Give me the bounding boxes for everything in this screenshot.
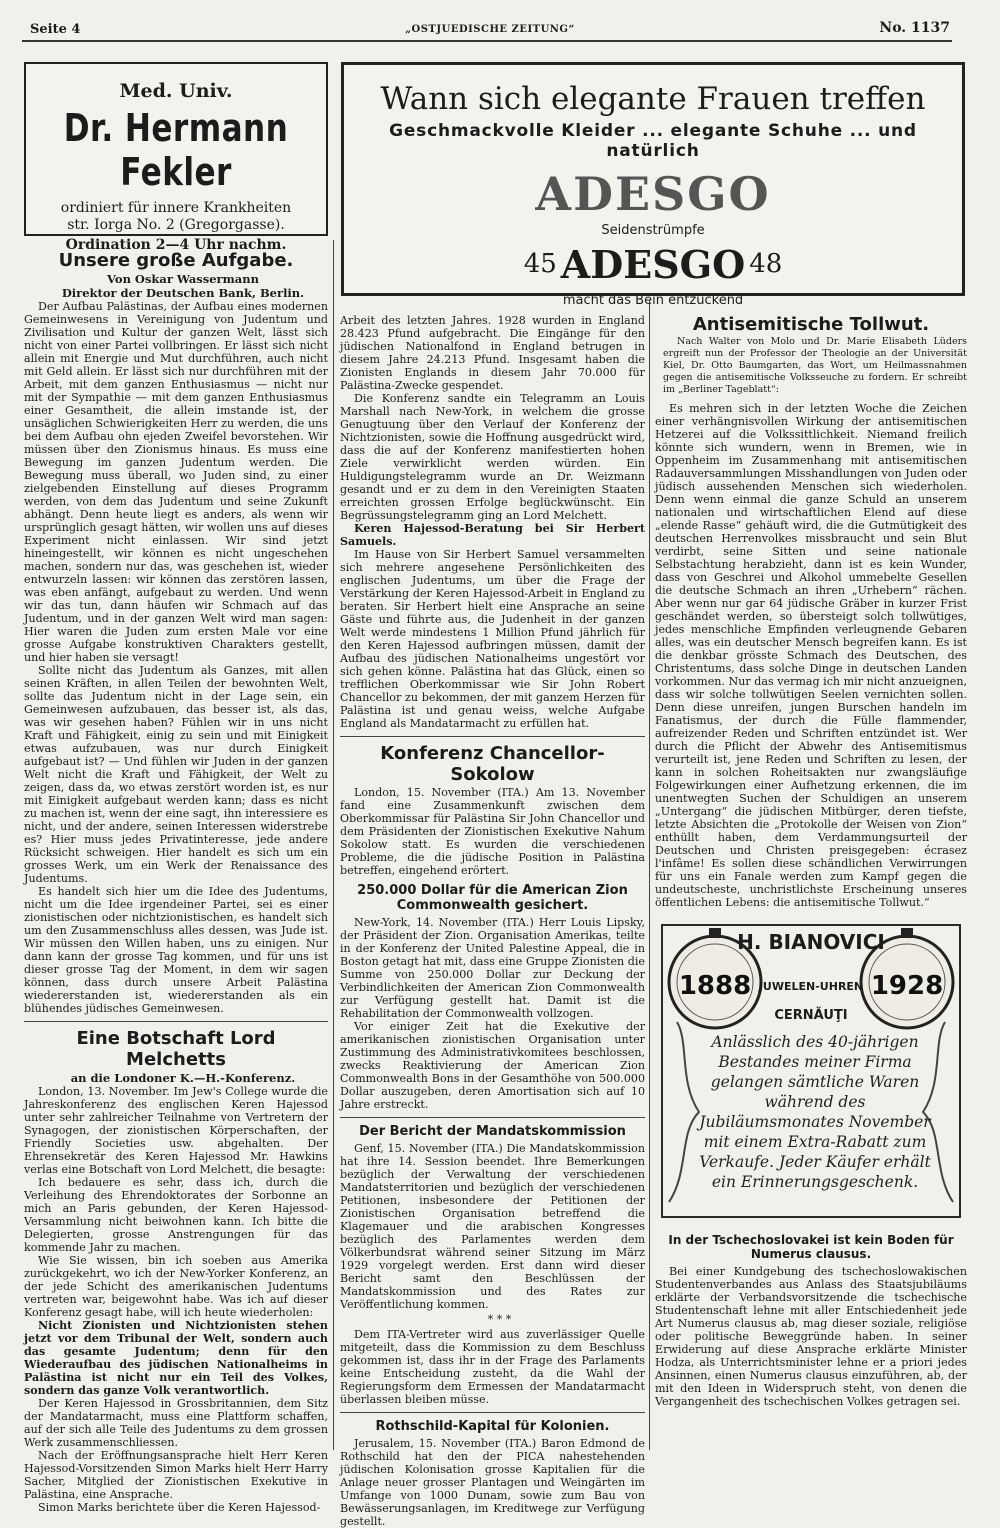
adesgo-headline: Wann sich elegante Frauen treffen xyxy=(380,81,926,117)
paragraph: Sollte nicht das Judentum als Ganzes, mit allen seinen Kräften, in allen Teilen der bewohnten Welt, sollte das Judentum nicht in der Lage sein, ein Gemeinwesen aufzubauen, das besser ist, als das, was wir gesehen haben? Fühlen wir in uns nicht Kraft und Fähigkeit, einig zu sein und mit Einigkeit etwas aufzubauen, was nur durch Einigkeit aufgebaut ist? — Und fühlen wir Juden in der ganzen Welt nicht die Kraft und Fähigkeit, der Welt zu zeigen, dass da, wo etwas zerstört worden ist, es nur mit Einigkeit aufgebaut werden kann; dass es nicht zu machen ist, wenn der eine sagt, ihn interessiere es nicht, und der andere, seinen Interessen widerstrebe es? Hier muss jedes Privatinteresse, jede andere Rücksicht schweigen. Hier handelt es sich um ein grosses Werk, um ein Werk der Renaissance des Judentums. xyxy=(24,664,328,885)
article-title-tollwut: Antisemitische Tollwut. xyxy=(692,314,930,335)
page-header xyxy=(30,18,950,38)
article-title-zion-commonwealth: 250.000 Dollar für die American Zion Commonwealth gesichert. xyxy=(357,883,628,913)
bianovici-ad xyxy=(659,922,963,1220)
doctor-specialty: ordiniert für innere Krankheiten xyxy=(60,200,292,216)
bold-quote: Nicht Zionisten und Nichtzionisten stehen jetzt vor dem Tribunal der Welt, sondern auch das gesamte Judentum; denn für den Wiederaufbau des jüdischen Nationalheims in Palästina ist nicht nur ein Teil des Volkes, sondern das ganze Volk verantwortlich. xyxy=(24,1319,328,1397)
doctor-name: Dr. Hermann Fekler xyxy=(63,106,289,194)
paragraph: Der Aufbau Palästinas, der Aufbau eines modernen Gemeinwesens in Vereinigung von Judentum und Zivilisation und Kultur der ganzen Welt, lässt sich nicht von einer Partei vollbringen. Er lässt sich nicht allein mit Energie und Mut durchführen, auch nicht mit Geld allein. Er lässt sich nur durchführen mit der Arbeit, mit dem ganzen Enthusiasmus — nicht nur mit der Sympathie — mit dem ganzen Enthusiasmus einer Gesamtheit, die allein imstande ist, der unsäglichen Schwierigkeiten Herr zu werden, die uns bei dem Aufbau ohn ejeden Zweifel bevorstehen. Wir müssen über den Zionismus hinaus. Es muss eine Bewegung im ganzen Judentum werden. Die Bewegung muss überall, wo Juden sind, zu einer zielgebenden Einstellung auf dieses Programm werden, von dem das Judentum und seine Zukunft abhängt. Denn heute liegt es anders, als wenn wir ursprünglich gesagt hätten, wir wollen uns auf dieses Experiment nicht einlassen. Wir sind jetzt hineingestellt, wir können es nicht ungeschehen machen, sondern nur das, was geschehen ist, wieder entwurzeln lassen: wir können das zerstören lassen, was eben anfängt, aufgebaut zu werden. Und wenn wir das tun, dann häufen wir Schmach auf das Judentum, und in der ganzen Welt wird man sagen: Hier waren die Juden zum ersten Male vor eine grosse Aufgabe konstruktiven Charakters gestellt, und hier haben sie versagt! xyxy=(24,300,328,664)
adesgo-product: Seidenstrümpfe xyxy=(601,223,705,238)
column-3 xyxy=(655,312,967,912)
adesgo-tagline: Geschmackvolle Kleider ... elegante Schuhe ... und natürlich xyxy=(389,121,917,161)
paragraph: Genf, 15. November (ITA.) Die Mandatskommission hat ihre 14. Session beendet. Ihre Bemerkungen bezüglich der Verwaltung der verschiedenen Mandatsterritorien und bezüglich der verschiedenen Petitionen, insbesondere der Petitionen der Zionistischen Organisation betreffend die Klagemauer und die arabischen Kongresses bezüglich des Parlamentes werden dem Völkerbundsrat während seiner Sitzung im März 1929 vorgelegt werden. Erst dann wird dieser Bericht samt den Beschlüssen der Mandatskommission und des Rates zur Veröffentlichung kommen. xyxy=(340,1142,645,1311)
paragraph: Simon Marks berichtete über die Keren Hajessod- xyxy=(38,1501,321,1514)
doctor-title: Med. Univ. xyxy=(119,80,233,102)
stars-divider: * * * xyxy=(487,1313,512,1326)
separator xyxy=(340,736,645,737)
separator xyxy=(24,1021,328,1022)
header-rule xyxy=(22,40,952,42)
adesgo-slogan: macht das Bein entzückend xyxy=(562,293,744,308)
adesgo-brand: ADESGO xyxy=(535,167,771,221)
article-byline: Von Oskar Wassermann xyxy=(107,272,259,286)
bianovici-name: H. BIANOVICI xyxy=(737,930,885,954)
paragraph: Arbeit des letzten Jahres. 1928 wurden in England 28.423 Pfund aufgebracht. Die Eingänge für den jüdischen Nationalfond in England betrugen in diesem Jahre 24.213 Pfund. Insgesamt haben die Zionisten Englands in diesem Jahr 70.000 für Palästina-Zwecke gespendet. xyxy=(340,314,645,392)
article-title-numerus-clausus: In der Tschechoslovakei ist kein Boden für Numerus clausus. xyxy=(668,1233,954,1261)
column-1 xyxy=(24,244,328,1514)
paragraph: London, 13. November. Im Jew's College wurde die Jahreskonferenz des englischen Keren Hajessod unter sehr zahlreicher Teilnahme von Vertretern der Synagogen, der zionistischen Körperschaften, der Friendly Societies usw. abgehalten. Der Ehrensekretär des Keren Hajessod Mr. Hawkins verlas eine Botschaft von Lord Melchett, die besagte: xyxy=(24,1085,328,1176)
separator xyxy=(340,1117,645,1118)
column-rule-2 xyxy=(649,300,650,1450)
adesgo-number-left: 45 xyxy=(523,249,557,279)
column-2 xyxy=(340,314,645,1528)
adesgo-ad xyxy=(341,62,965,308)
adesgo-number-right: 48 xyxy=(749,249,783,279)
paragraph: London, 15. November (ITA.) Am 13. November fand eine Zusammenkunft zwischen dem Oberkommissar für Palästina Sir John Chancellor und dem Präsidenten der Zionistischen Exekutive Nahum Sokolow statt. Es wurden die verschiedenen Probleme, die die jüdische Position in Palästina betreffen, eingehend erörtert. xyxy=(340,786,645,877)
article-title-wassermann: Unsere große Aufgabe. xyxy=(58,250,294,271)
year-left: 1888 xyxy=(678,971,752,1001)
paragraph: Bei einer Kundgebung des tschechoslowakischen Studentenverbandes aus Anlass des Staatsjubiläums erklärte der Verbandsvorsitzende die tschechische Studentenschaft lehne mit aller Entschiedenheit jede Art Numerus clausus ab, mag dieser soziale, religiöse oder politische Beweggründe haben. In seiner Erwiderung auf diese Ansprache erklärte Minister Hodza, als Unterrichtsminister lehne er a priori jedes Ansinnen, einen Numerus clausus einzuführen, ab, der mit den Ideen in Widerspruch steht, von denen die Vergangenheit des tschechischen Volkes getragen sei. xyxy=(655,1265,967,1408)
year-right: 1928 xyxy=(870,971,944,1001)
article-intro-note: Nach Walter von Molo und Dr. Marie Elisabeth Lüders ergreift nun der Professor der Theologie an der Universität Kiel, Dr. Otto Baumgarten, das Wort, um Heilmassnahmen gegen die antisemitische Volksseuche zu fordern. Er schreibt im „Berliner Tageblatt“: xyxy=(663,336,967,395)
article-author-role: Direktor der Deutschen Bank, Berlin. xyxy=(61,286,305,300)
bianovici-city: CERNĂUŢI xyxy=(774,1008,848,1023)
article-title-melchett: Eine Botschaft Lord Melchetts xyxy=(76,1028,276,1070)
issue-number: No. 1137 xyxy=(879,20,950,36)
article-subtitle: an die Londoner K.—H.-Konferenz. xyxy=(70,1071,296,1085)
bianovici-products: JUWELEN-UHREN xyxy=(758,980,864,993)
article-title-rothschild: Rothschild-Kapital für Kolonien. xyxy=(375,1419,610,1434)
paragraph: Die Konferenz sandte ein Telegramm an Louis Marshall nach New-York, in welchem die grosse Genugtuung über den Verlauf der Konferenz der Nichtzionisten, sowie die Hoffnung ausgedrückt wird, dass die auf der Konferenz manifestierten hohen Ziele verwirklicht werden würden. Ein Huldigungstelegramm wurde an Dr. Weizmann gesandt und er zu dem in den Vereinigten Staaten erreichten grossen Erfolge beglückwünscht. Ein Begrüssungstelegramm ging an Lord Melchett. xyxy=(340,392,645,522)
paragraph: Es mehren sich in der letzten Woche die Zeichen einer verhängnisvollen Wirkung der antisemitischen Hetzerei auf die Volkssittlichkeit. Niemand freilich könnte sich wundern, wenn in Bremen, wie in Oppenheim im Zusammenhang mit antisemitischen Radauversammlungen Misshandlungen von Juden oder jüdisch aussehenden Menschen sich wiederholen. Denn wenn einmal die ganze Schuld an unserem nationalen und wirtschaftlichen Elend auf diese „elende Rasse“ gehäuft wird, die die Gutmütigkeit des deutschen Herrenvolkes missbraucht und sein Blut verdirbt, seine Sitten und seine nationale Selbstachtung herabzieht, dann ist es kein Wunder, dass von Geschrei und Alkohol ummebelte Gesellen die deutsche Schmach an ihren „Urhebern“ rächen. Aber wenn nur gar 64 jüdische Gräber in kurzer Frist geschändet werden, so übersteigt solch tollwütiges, jedes menschliche Empfinden verleugnende Gebaren alles, was ein deutscher Mensch begreifen kann. Es ist die denkbar grösste Schmach des Deutschen, des Christentums, dass solche Dinge in deutschen Landen vorkommen. Nur das vermag ich mir nicht anzueignen, dass wir solche tollwütigen Seelen vernichten sollen. Denn diese unreifen, jungen Burschen handeln im Fanatismus, der durch die Fülle flammender, aufreizender Reden und Schriften entzündet ist. Wer durch die Pflicht der Abwehr des Antisemitismus verurteilt ist, jene Reden und Schriften zu lesen, der kann in solchen Roheitsakten nur zwangsläufige Folgewirkungen einer Aufhetzung erkennen, die im unentwegten Suchen der Schuldigen an unserem „Untergang“ die jüdischen Mitbürger, deren tiefste, letzte Absichten die „Protokolle der Weisen von Zion“ enthüllt haben, dem Verdammungsurteil der Deutschen und Christen preisgegeben: écrasez l'infâme! Es sollen diese schändlichen Verwirrungen für uns ein Fanale werden zum Kampf gegen die undeutscheste, unchristlichste Erscheinung unseres öffentlichen Lebens: die antisemitische Tollwut.“ xyxy=(655,402,967,909)
paragraph: Im Hause von Sir Herbert Samuel versammelten sich mehrere angesehene Persönlichkeiten des englischen Judentums, um über die Frage der Verstärkung der Keren Hajessod-Arbeit in England zu beraten. Sir Herbert hielt eine Ansprache an seine Gäste und führte aus, die Judenheit in der ganzen Welt werde mindestens 1 Million Pfund jährlich für den Keren Hajessod aufbringen müssen, damit der Aufbau des jüdischen Nationalheims ungestört vor sich gehen könne. Palästina hat das Glück, einen so trefflichen Oberkommissar wie Sir John Robert Chancellor zu bekommen, der mit ganzem Herzen für Palästina ist und genau weiss, welche Aufgabe England als Mandatarmacht zu erfüllen hat. xyxy=(340,548,645,730)
adesgo-brand-large: ADESGO xyxy=(560,242,746,287)
article-title-mandate: Der Bericht der Mandatskommission xyxy=(359,1124,626,1139)
separator xyxy=(340,1412,645,1413)
ornament-left xyxy=(669,1022,699,1202)
page-number: Seite 4 xyxy=(30,22,81,37)
paragraph: Jerusalem, 15. November (ITA.) Baron Edmond de Rothschild hat den der PICA nahestehenden jüdischen Kolonisation grosse Kapitalien für die Anlage neuer grosser Plantagen und Weingärten im Umfange von 1000 Dunam, sowie zum Bau von Bewässerungsanlagen, im Kreditwege zur Verfügung gestellt. xyxy=(340,1437,645,1528)
paragraph: Ich bedauere es sehr, dass ich, durch die Verleihung des Ehrendoktorates der Sorbonne an mich an Paris gebunden, der Keren Hajessod-Versammlung nicht beiwohnen kann. Ich bitte die Delegierten, grosse Anstrengungen für das kommende Jahr zu machen. xyxy=(24,1176,328,1254)
paragraph: Der Keren Hajessod in Grossbritannien, dem Sitz der Mandatarmacht, muss eine Plattform schaffen, auf der sich alle Teile des Judentums zu dem grossen Werk zusammenschliessen. xyxy=(24,1397,328,1449)
bianovici-script-text: Anlässlich des 40-jährigen Bestandes meiner Firma gelangen sämtliche Waren während des Jubiläumsmonates November mit einem Extra-Rabatt zum Verkaufe. Jeder Käufer erhält ein Erinnerungsgeschenk. xyxy=(699,1033,931,1191)
doctor-address: str. Iorga No. 2 (Gregorgasse). xyxy=(67,217,285,233)
paragraph: Vor einiger Zeit hat die Exekutive der amerikanischen zionistischen Organisation unter Zustimmung des Administrativkomitees beschlossen, zwecks Reaktivierung der American Zion Commonwealth Bons in der Gesamthöhe von 500.000 Dollar auszugeben, deren Amortisation sich auf 10 Jahre erstreckt. xyxy=(340,1020,645,1111)
column-rule-1 xyxy=(333,240,334,1450)
paragraph: Es handelt sich hier um die Idee des Judentums, nicht um die Idee irgendeiner Partei, sei es einer zionistischen oder nichtzionistischen, es handelt sich um den Zusammenschluss alles dessen, was Jude ist. Wir müssen den Willen haben, uns zu einigen. Nur dann kann der grosse Tag kommen, und für uns ist dieser grosse Tag der Moment, in dem wir sagen können, dass durch unsere Arbeit Palästina wiedererstanden ist, wiedererstanden als ein blühendes jüdisches Gemeinwesen. xyxy=(24,885,328,1015)
article-tschechoslovakei xyxy=(655,1233,967,1408)
paragraph: Nach der Eröffnungsansprache hielt Herr Keren Hajessod-Vorsitzenden Simon Marks hielt Herr Harry Sacher, Mitglied der Zionistischen Exekutive in Palästina, eine Ansprache. xyxy=(24,1449,328,1501)
newspaper-name: „OSTJUEDISCHE ZEITUNG“ xyxy=(405,24,575,35)
paragraph: New-York, 14. November (ITA.) Herr Louis Lipsky, der Präsident der Zion. Organisation Amerikas, teilte in der Konferenz der United Palestine Appeal, die in Boston getagt hat mit, dass eine Gruppe Zionisten die Summe von 250.000 Dollar zur Deckung der Verbindlichkeiten der American Zion Commonwealth zur Verfügung gestellt hat. Damit ist die Rehabilitation der Commonwealth vollzogen. xyxy=(340,916,645,1020)
doctor-hours: Ordination 2—4 Uhr nachm. xyxy=(65,237,287,253)
paragraph: Dem ITA-Vertreter wird aus zuverlässiger Quelle mitgeteilt, dass die Kommission zu dem Beschluss gekommen ist, dass ihr in der Frage des Parlaments keine Entscheidung zusteht, da die Wahl der Regierungsform dem Ermessen der Mandatarmacht überlassen bleiben müsse. xyxy=(340,1328,645,1406)
doctor-ad xyxy=(24,62,328,253)
subhead-samuel: Keren Hajessod-Beratung bei Sir Herbert Samuels. xyxy=(340,522,645,548)
paragraph: Wie Sie wissen, bin ich soeben aus Amerika zurückgekehrt, wo ich der New-Yorker Konferenz, an der jede Schicht des amerikanischen Judentums vertreten war, beigewohnt habe. Was ich auf dieser Konferenz gesagt habe, will ich heute wiederholen: xyxy=(24,1254,328,1319)
article-title-sokolow: Konferenz Chancellor-Sokolow xyxy=(380,743,605,785)
adesgo-models xyxy=(344,244,962,293)
